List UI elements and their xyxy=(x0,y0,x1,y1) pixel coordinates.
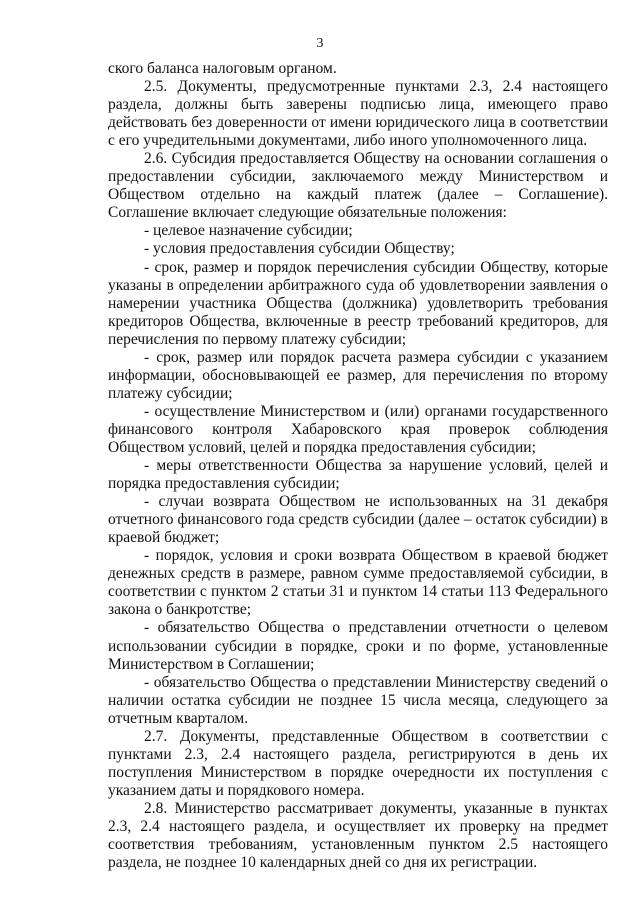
paragraph: 2.6. Субсидия предоставляется Обществу на основании соглашения о предоставлении субсидии, заключаемого между Министерством и Обществом отдельно на каждый платеж (далее – Соглашение). Соглашение включает следующие обязательные положения: xyxy=(108,150,608,222)
document-body xyxy=(108,60,608,872)
paragraph: - срок, размер или порядок расчета размера субсидии с указанием информации, обосновывающей ее размер, для перечисления по второму платежу субсидии; xyxy=(108,348,608,402)
paragraph: ского баланса налоговым органом. xyxy=(108,60,337,77)
paragraph: - срок, размер и порядок перечисления субсидии Обществу, которые указаны в определении арбитражного суда об удовлетворении заявления о намерении участника Общества (должника) удовлетворить требования кредиторов Общества, включенные в реестр требований кредиторов, для перечисления по первому платежу субсидии; xyxy=(108,258,608,348)
page-number: 3 xyxy=(316,36,324,51)
paragraph: - порядок, условия и сроки возврата Обществом в краевой бюджет денежных средств в размере, равном сумме предоставляемой субсидии, в соответствии с пунктом 2 статьи 31 и пунктом 14 статьи 113 Федерального закона о банкротстве; xyxy=(108,547,608,619)
paragraph: - случаи возврата Обществом не использованных на 31 декабря отчетного финансового года средств субсидии (далее – остаток субсидии) в краевой бюджет; xyxy=(108,493,608,547)
paragraph: 2.8. Министерство рассматривает документы, указанные в пунктах 2.3, 2.4 настоящего раздела, и осуществляет их проверку на предмет соответствия требованиям, установленным пунктом 2.5 настоящего раздела, не позднее 10 календарных дней со дня их регистрации. xyxy=(108,799,608,872)
paragraph: 2.7. Документы, представленные Обществом в соответствии с пунктами 2.3, 2.4 настоящего раздела, регистрируются в день их поступления Министерством в порядке очередности их поступления с указанием даты и порядкового номера. xyxy=(108,727,608,799)
paragraph: 2.5. Документы, предусмотренные пунктами 2.3, 2.4 настоящего раздела, должны быть заверены подписью лица, имеющего право действовать без доверенности от имени юридического лица в соответствии с его учредительными документами, либо иного уполномоченного лица. xyxy=(108,78,608,150)
paragraph: - обязательство Общества о представлении Министерству сведений о наличии остатка субсидии не позднее 15 числа месяца, следующего за отчетным кварталом. xyxy=(108,673,608,727)
paragraph: - осуществление Министерством и (или) органами государственного финансового контроля Хабаровского края проверок соблюдения Обществом условий, целей и порядка предоставления субсидии; xyxy=(108,402,608,456)
paragraph: - целевое назначение субсидии; xyxy=(144,222,353,240)
paragraph: - меры ответственности Общества за нарушение условий, целей и порядка предоставления субсидии; xyxy=(108,457,608,493)
paragraph: - условия предоставления субсидии Обществу; xyxy=(144,240,455,258)
paragraph: - обязательство Общества о представлении отчетности о целевом использовании субсидии в порядке, сроки и по форме, установленные Министерством в Соглашении; xyxy=(108,619,608,673)
